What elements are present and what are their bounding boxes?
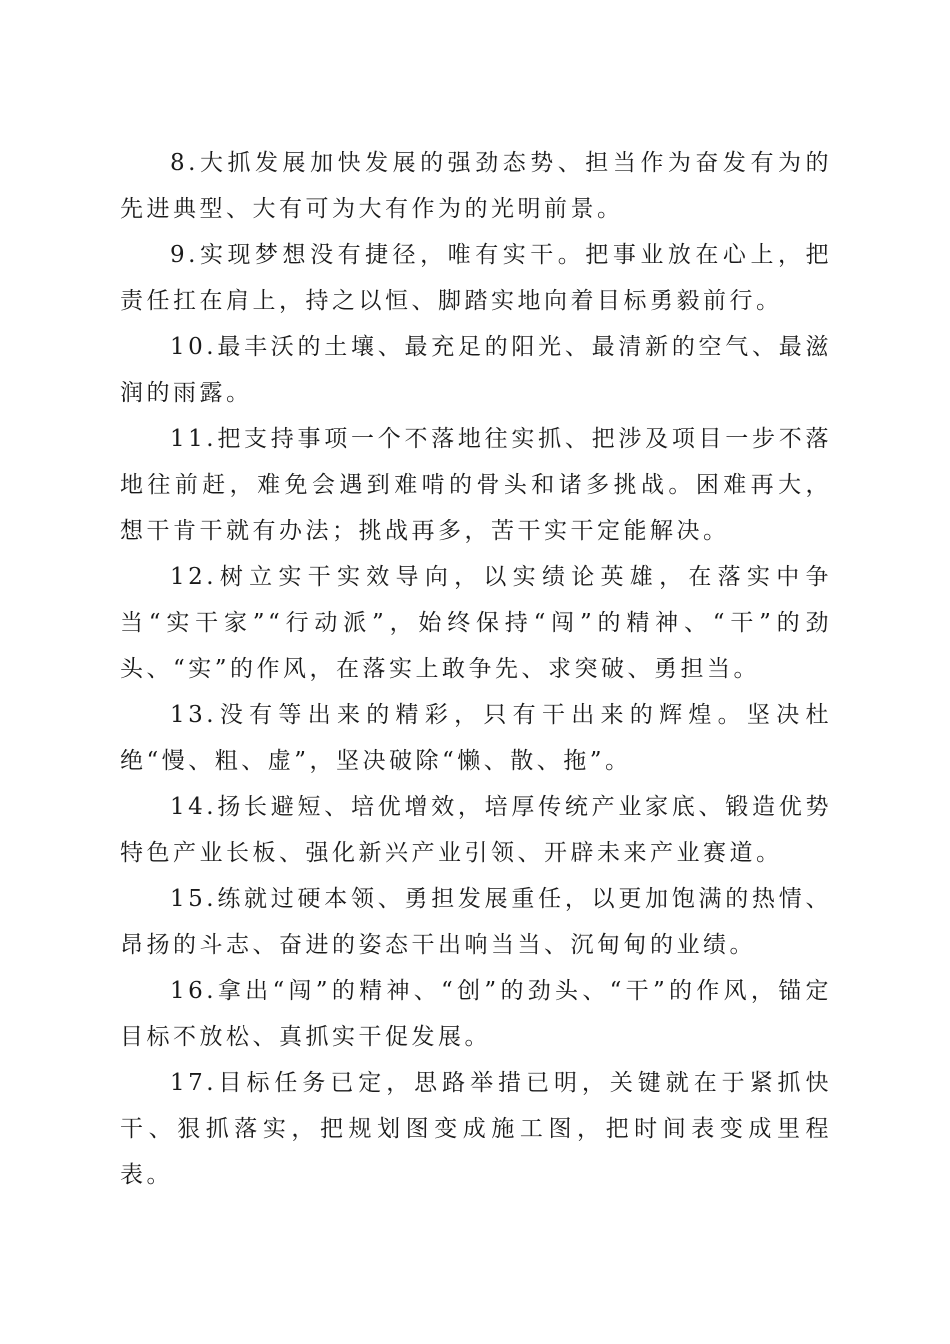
paragraph-8: 8.大抓发展加快发展的强劲态势、担当作为奋发有为的先进典型、大有可为大有作为的光明前景。 <box>120 150 832 222</box>
paragraph-14: 14.扬长避短、培优增效，培厚传统产业家底、锻造优势特色产业长板、强化新兴产业引领、开辟未来产业赛道。 <box>120 794 832 866</box>
paragraph-17: 17.目标任务已定，思路举措已明，关键就在于紧抓快干、狠抓落实，把规划图变成施工图，把时间表变成里程表。 <box>120 1070 832 1188</box>
paragraph-11: 11.把支持事项一个不落地往实抓、把涉及项目一步不落地往前赶，难免会遇到难啃的骨头和诸多挑战。困难再大，想干肯干就有办法；挑战再多，苦干实干定能解决。 <box>120 426 832 544</box>
paragraph-10: 10.最丰沃的土壤、最充足的阳光、最清新的空气、最滋润的雨露。 <box>120 334 832 406</box>
paragraph-13: 13.没有等出来的精彩，只有干出来的辉煌。坚决杜绝“慢、粗、虚”，坚决破除“懒、散、拖”。 <box>120 702 832 774</box>
paragraph-9: 9.实现梦想没有捷径，唯有实干。把事业放在心上，把责任扛在肩上，持之以恒、脚踏实地向着目标勇毅前行。 <box>120 242 832 314</box>
paragraph-16: 16.拿出“闯”的精神、“创”的劲头、“干”的作风，锚定目标不放松、真抓实干促发展。 <box>120 978 832 1050</box>
paragraph-15: 15.练就过硬本领、勇担发展重任，以更加饱满的热情、昂扬的斗志、奋进的姿态干出响当当、沉甸甸的业绩。 <box>120 886 832 958</box>
paragraph-12: 12.树立实干实效导向，以实绩论英雄，在落实中争当“实干家”“行动派”，始终保持“闯”的精神、“干”的劲头、“实”的作风，在落实上敢争先、求突破、勇担当。 <box>120 564 832 682</box>
document-body <box>120 140 832 1198</box>
